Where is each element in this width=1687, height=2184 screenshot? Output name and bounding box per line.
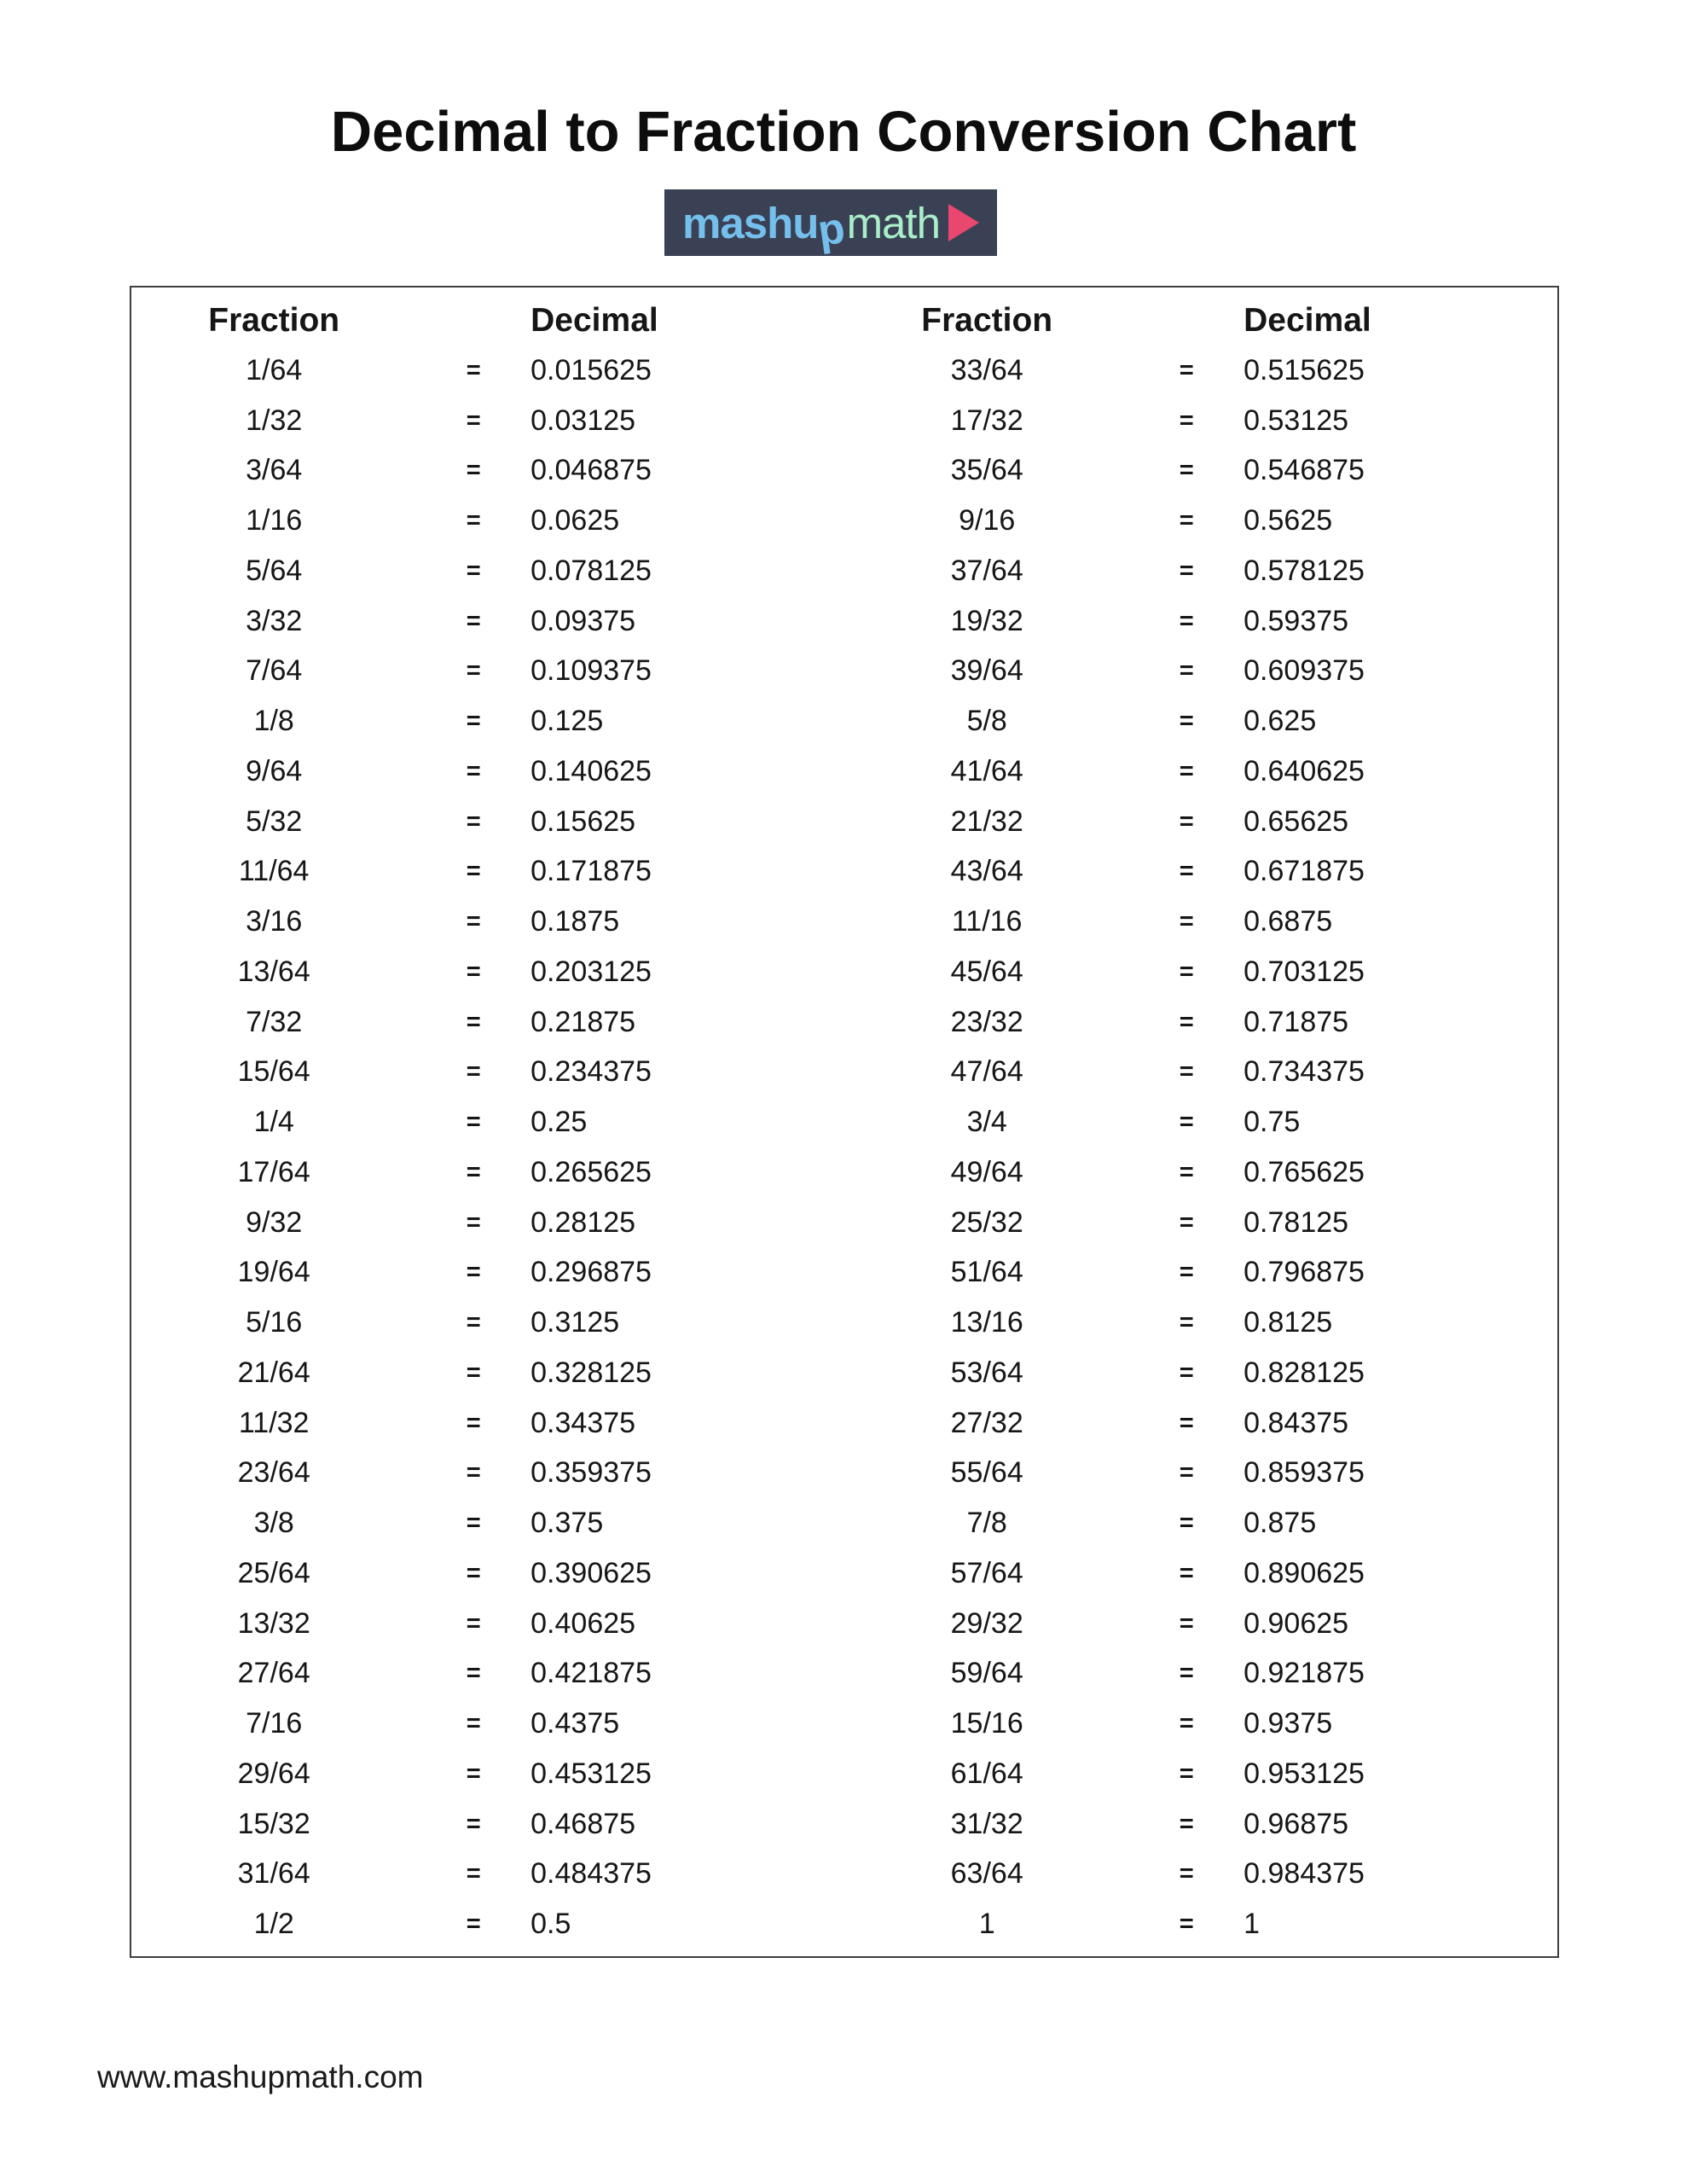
decimal-cell: 0.828125 (1244, 1356, 1365, 1389)
fraction-cell: 55/64 (950, 1456, 1023, 1490)
equals-sign: = (466, 807, 481, 835)
table-row (131, 546, 844, 596)
table-row (131, 1248, 844, 1298)
fraction-cell: 1 (978, 1908, 995, 1941)
fraction-cell: 19/32 (950, 604, 1023, 637)
equals-sign: = (1179, 908, 1194, 936)
table-row (131, 1548, 844, 1599)
page-title: Decimal to Fraction Conversion Chart (330, 100, 1357, 164)
fraction-cell: 31/32 (950, 1807, 1023, 1840)
equals-sign: = (466, 1559, 481, 1587)
fraction-cell: 47/64 (950, 1055, 1023, 1089)
equals-sign: = (466, 1860, 481, 1888)
equals-sign: = (466, 406, 481, 434)
fraction-cell: 7/8 (966, 1507, 1007, 1540)
equals-sign: = (1179, 1158, 1194, 1186)
equals-sign: = (466, 507, 481, 535)
table-row (844, 746, 1557, 797)
table-row (844, 696, 1557, 746)
table-row (844, 546, 1557, 596)
fraction-cell: 5/32 (246, 804, 303, 838)
table-row (844, 1097, 1557, 1147)
equals-sign: = (466, 1208, 481, 1236)
table-row (844, 1749, 1557, 1799)
fraction-cell: 17/32 (950, 404, 1023, 437)
table-row (844, 1348, 1557, 1398)
decimal-cell: 0.5625 (1244, 504, 1333, 537)
table-row (131, 1048, 844, 1098)
fraction-cell: 1/16 (246, 504, 303, 537)
decimal-cell: 0.59375 (1244, 604, 1349, 637)
decimal-cell: 0.34375 (530, 1406, 636, 1439)
fraction-cell: 3/64 (246, 454, 303, 487)
equals-sign: = (1179, 1459, 1194, 1487)
fraction-cell: 15/16 (950, 1707, 1023, 1740)
table-row (131, 346, 844, 396)
table-row (844, 1198, 1557, 1248)
equals-sign: = (466, 1409, 481, 1437)
fraction-cell: 27/32 (950, 1406, 1023, 1439)
equals-sign: = (1179, 1509, 1194, 1537)
decimal-cell: 0.03125 (530, 404, 636, 437)
fraction-cell: 11/32 (238, 1406, 310, 1439)
logo-text-math: math (846, 198, 940, 247)
decimal-cell: 0.765625 (1244, 1155, 1365, 1188)
fraction-cell: 1/32 (246, 404, 303, 437)
table-row (844, 1298, 1557, 1348)
table-row (131, 1899, 844, 1949)
table-row (131, 1649, 844, 1699)
decimal-cell: 0.578125 (1244, 554, 1365, 587)
fraction-cell: 29/32 (950, 1606, 1023, 1640)
table-row (844, 346, 1557, 396)
equals-sign: = (466, 1809, 481, 1838)
equals-sign: = (1179, 1008, 1194, 1036)
equals-sign: = (1179, 556, 1194, 584)
fraction-cell: 5/8 (966, 705, 1007, 738)
decimal-cell: 0.75 (1244, 1106, 1301, 1139)
fraction-cell: 5/16 (246, 1306, 303, 1339)
table-row (131, 746, 844, 797)
table-row (844, 647, 1557, 697)
table-row (131, 1398, 844, 1449)
fraction-cell: 13/64 (237, 955, 310, 988)
fraction-cell: 11/64 (238, 855, 310, 888)
table-row (844, 446, 1557, 497)
decimal-cell: 0.015625 (530, 353, 652, 386)
fraction-cell: 41/64 (950, 754, 1023, 787)
decimal-cell: 0.921875 (1244, 1657, 1365, 1690)
equals-sign: = (1179, 1809, 1194, 1838)
table-row (131, 446, 844, 497)
decimal-cell: 0.421875 (530, 1657, 652, 1690)
decimal-cell: 0.375 (530, 1507, 604, 1540)
fraction-cell: 1/4 (253, 1106, 294, 1139)
fraction-cell: 43/64 (950, 855, 1023, 888)
fraction-cell: 11/16 (951, 905, 1023, 938)
decimal-cell: 0.5 (530, 1908, 571, 1941)
table-row (131, 1147, 844, 1198)
equals-sign: = (1179, 757, 1194, 785)
decimal-cell: 0.71875 (1244, 1005, 1349, 1038)
equals-sign: = (1179, 1759, 1194, 1787)
fraction-cell: 61/64 (950, 1757, 1023, 1790)
equals-sign: = (466, 1509, 481, 1537)
fraction-cell: 3/32 (246, 604, 303, 637)
table-row (131, 696, 844, 746)
table-row (844, 1398, 1557, 1449)
table-row (131, 1097, 844, 1147)
equals-sign: = (466, 556, 481, 584)
fraction-cell: 29/64 (237, 1757, 310, 1790)
equals-sign: = (466, 456, 481, 485)
table-row (844, 1248, 1557, 1298)
equals-sign: = (1179, 1710, 1194, 1738)
fraction-cell: 15/32 (237, 1807, 310, 1840)
equals-sign: = (1179, 1358, 1194, 1386)
decimal-cell: 0.484375 (530, 1857, 652, 1891)
decimal-cell: 0.203125 (530, 955, 652, 988)
fraction-cell: 5/64 (246, 554, 303, 587)
fraction-cell: 21/32 (950, 804, 1023, 838)
table-row (131, 1298, 844, 1348)
table-row (844, 997, 1557, 1048)
equals-sign: = (1179, 1058, 1194, 1086)
table-row (844, 797, 1557, 847)
decimal-cell: 0.359375 (530, 1456, 652, 1490)
equals-sign: = (466, 1058, 481, 1086)
fraction-cell: 1/2 (253, 1908, 294, 1941)
equals-sign: = (1179, 807, 1194, 835)
equals-sign: = (1179, 657, 1194, 685)
fraction-cell: 53/64 (950, 1356, 1023, 1389)
decimal-cell: 0.65625 (1244, 804, 1349, 838)
decimal-column-header: Decimal (1244, 302, 1371, 339)
decimal-cell: 0.78125 (1244, 1205, 1349, 1239)
decimal-cell: 0.53125 (1244, 404, 1349, 437)
decimal-cell: 0.84375 (1244, 1406, 1349, 1439)
table-row (131, 1498, 844, 1548)
table-row (131, 847, 844, 897)
equals-sign: = (1179, 707, 1194, 735)
table-row (131, 1850, 844, 1900)
fraction-cell: 39/64 (950, 654, 1023, 688)
equals-sign: = (1179, 1910, 1194, 1938)
fraction-cell: 9/16 (959, 504, 1016, 537)
decimal-cell: 0.265625 (530, 1155, 652, 1188)
decimal-cell: 0.1875 (530, 905, 620, 938)
decimal-cell: 0.515625 (1244, 353, 1365, 386)
table-row (844, 496, 1557, 546)
table-row (844, 1649, 1557, 1699)
fraction-cell: 7/64 (246, 654, 303, 688)
table-row (131, 1749, 844, 1799)
decimal-cell: 0.46875 (530, 1807, 636, 1840)
decimal-cell: 0.0625 (530, 504, 620, 537)
equals-sign: = (466, 1358, 481, 1386)
equals-sign: = (1179, 1108, 1194, 1136)
decimal-cell: 0.8125 (1244, 1306, 1333, 1339)
table-left-half (131, 288, 844, 1956)
decimal-cell: 0.171875 (530, 855, 652, 888)
conversion-table (130, 286, 1559, 1958)
decimal-cell: 0.6875 (1244, 905, 1333, 938)
decimal-cell: 0.890625 (1244, 1556, 1365, 1589)
fraction-cell: 63/64 (950, 1857, 1023, 1891)
equals-sign: = (466, 957, 481, 985)
equals-sign: = (466, 857, 481, 886)
table-row (131, 1699, 844, 1749)
table-row (844, 1699, 1557, 1749)
fraction-cell: 35/64 (950, 454, 1023, 487)
equals-sign: = (1179, 1860, 1194, 1888)
table-row (131, 1799, 844, 1850)
table-row (131, 596, 844, 647)
decimal-cell: 0.796875 (1244, 1256, 1365, 1289)
fraction-column-header: Fraction (208, 302, 340, 339)
decimal-cell: 0.234375 (530, 1055, 652, 1089)
table-row (844, 847, 1557, 897)
decimal-cell: 0.625 (1244, 705, 1317, 738)
fraction-column-header: Fraction (921, 302, 1053, 339)
table-row (131, 1348, 844, 1398)
equals-sign: = (1179, 356, 1194, 384)
decimal-column-header: Decimal (530, 302, 658, 339)
decimal-cell: 0.984375 (1244, 1857, 1365, 1891)
equals-sign: = (466, 757, 481, 785)
fraction-cell: 57/64 (950, 1556, 1023, 1589)
equals-sign: = (1179, 1409, 1194, 1437)
table-row (844, 1899, 1557, 1949)
fraction-cell: 19/64 (237, 1256, 310, 1289)
equals-sign: = (466, 707, 481, 735)
equals-sign: = (466, 1609, 481, 1637)
equals-sign: = (1179, 957, 1194, 985)
table-row (844, 596, 1557, 647)
fraction-cell: 15/64 (237, 1055, 310, 1089)
decimal-cell: 0.453125 (530, 1757, 652, 1790)
fraction-cell: 9/64 (246, 754, 303, 787)
decimal-cell: 0.546875 (1244, 454, 1365, 487)
equals-sign: = (1179, 507, 1194, 535)
equals-sign: = (1179, 406, 1194, 434)
equals-sign: = (1179, 1309, 1194, 1337)
equals-sign: = (466, 1910, 481, 1938)
fraction-cell: 7/16 (246, 1707, 303, 1740)
fraction-cell: 33/64 (950, 353, 1023, 386)
fraction-cell: 31/64 (237, 1857, 310, 1891)
table-row (131, 897, 844, 947)
fraction-cell: 49/64 (950, 1155, 1023, 1188)
equals-sign: = (466, 1659, 481, 1687)
fraction-cell: 25/64 (237, 1556, 310, 1589)
play-icon (948, 204, 979, 241)
table-row (844, 1799, 1557, 1850)
equals-sign: = (1179, 1208, 1194, 1236)
decimal-cell: 0.25 (530, 1106, 588, 1139)
decimal-cell: 0.109375 (530, 654, 652, 688)
table-row (844, 1048, 1557, 1098)
fraction-cell: 59/64 (950, 1657, 1023, 1690)
decimal-cell: 1 (1244, 1908, 1261, 1941)
equals-sign: = (1179, 1609, 1194, 1637)
table-row (844, 1599, 1557, 1649)
fraction-cell: 17/64 (237, 1155, 310, 1188)
table-row (844, 1498, 1557, 1548)
fraction-cell: 3/16 (246, 905, 303, 938)
equals-sign: = (466, 1710, 481, 1738)
decimal-cell: 0.640625 (1244, 754, 1365, 787)
fraction-cell: 51/64 (950, 1256, 1023, 1289)
equals-sign: = (466, 1108, 481, 1136)
fraction-cell: 1/8 (253, 705, 294, 738)
table-right-half (844, 288, 1557, 1956)
decimal-cell: 0.09375 (530, 604, 636, 637)
fraction-cell: 13/32 (237, 1606, 310, 1640)
table-row (844, 1548, 1557, 1599)
decimal-cell: 0.9375 (1244, 1707, 1333, 1740)
decimal-cell: 0.328125 (530, 1356, 652, 1389)
fraction-cell: 7/32 (246, 1005, 303, 1038)
table-header-row (131, 296, 844, 346)
fraction-cell: 9/32 (246, 1205, 303, 1239)
decimal-cell: 0.96875 (1244, 1807, 1349, 1840)
table-row (131, 1449, 844, 1499)
logo-text-mashu: mashu (682, 198, 819, 247)
table-row (131, 1599, 844, 1649)
equals-sign: = (466, 1158, 481, 1186)
equals-sign: = (466, 1759, 481, 1787)
footer-url: www.mashupmath.com (97, 2059, 424, 2094)
table-row (131, 1198, 844, 1248)
equals-sign: = (466, 1258, 481, 1287)
decimal-cell: 0.28125 (530, 1205, 636, 1239)
decimal-cell: 0.078125 (530, 554, 652, 587)
decimal-cell: 0.21875 (530, 1005, 636, 1038)
decimal-cell: 0.140625 (530, 754, 652, 787)
decimal-cell: 0.859375 (1244, 1456, 1365, 1490)
equals-sign: = (1179, 1559, 1194, 1587)
fraction-cell: 23/64 (237, 1456, 310, 1490)
decimal-cell: 0.609375 (1244, 654, 1365, 688)
fraction-cell: 25/32 (950, 1205, 1023, 1239)
fraction-cell: 3/4 (966, 1106, 1007, 1139)
fraction-cell: 23/32 (950, 1005, 1023, 1038)
equals-sign: = (1179, 857, 1194, 886)
table-row (844, 1850, 1557, 1900)
equals-sign: = (1179, 607, 1194, 635)
equals-sign: = (466, 908, 481, 936)
decimal-cell: 0.3125 (530, 1306, 620, 1339)
table-row (131, 947, 844, 997)
table-row (844, 396, 1557, 446)
fraction-cell: 27/64 (237, 1657, 310, 1690)
equals-sign: = (1179, 456, 1194, 485)
decimal-cell: 0.671875 (1244, 855, 1365, 888)
decimal-cell: 0.40625 (530, 1606, 636, 1640)
table-header-row (844, 296, 1557, 346)
decimal-cell: 0.4375 (530, 1707, 620, 1740)
fraction-cell: 13/16 (950, 1306, 1023, 1339)
equals-sign: = (466, 356, 481, 384)
table-row (844, 947, 1557, 997)
table-row (844, 1147, 1557, 1198)
equals-sign: = (466, 607, 481, 635)
fraction-cell: 37/64 (950, 554, 1023, 587)
mashupmath-logo (664, 189, 997, 256)
table-row (131, 797, 844, 847)
decimal-cell: 0.90625 (1244, 1606, 1349, 1640)
table-row (131, 647, 844, 697)
logo-text-p: p (815, 202, 849, 255)
equals-sign: = (466, 1008, 481, 1036)
decimal-cell: 0.15625 (530, 804, 636, 838)
fraction-cell: 3/8 (253, 1507, 294, 1540)
equals-sign: = (1179, 1258, 1194, 1287)
decimal-cell: 0.296875 (530, 1256, 652, 1289)
decimal-cell: 0.734375 (1244, 1055, 1365, 1089)
fraction-cell: 21/64 (237, 1356, 310, 1389)
decimal-cell: 0.703125 (1244, 955, 1365, 988)
table-row (131, 396, 844, 446)
table-row (131, 997, 844, 1048)
table-row (131, 496, 844, 546)
decimal-cell: 0.875 (1244, 1507, 1317, 1540)
fraction-cell: 45/64 (950, 955, 1023, 988)
equals-sign: = (466, 657, 481, 685)
table-row (844, 897, 1557, 947)
table-row (844, 1449, 1557, 1499)
decimal-cell: 0.046875 (530, 454, 652, 487)
equals-sign: = (466, 1309, 481, 1337)
equals-sign: = (1179, 1659, 1194, 1687)
decimal-cell: 0.125 (530, 705, 604, 738)
decimal-cell: 0.390625 (530, 1556, 652, 1589)
equals-sign: = (466, 1459, 481, 1487)
decimal-cell: 0.953125 (1244, 1757, 1365, 1790)
fraction-cell: 1/64 (246, 353, 303, 386)
